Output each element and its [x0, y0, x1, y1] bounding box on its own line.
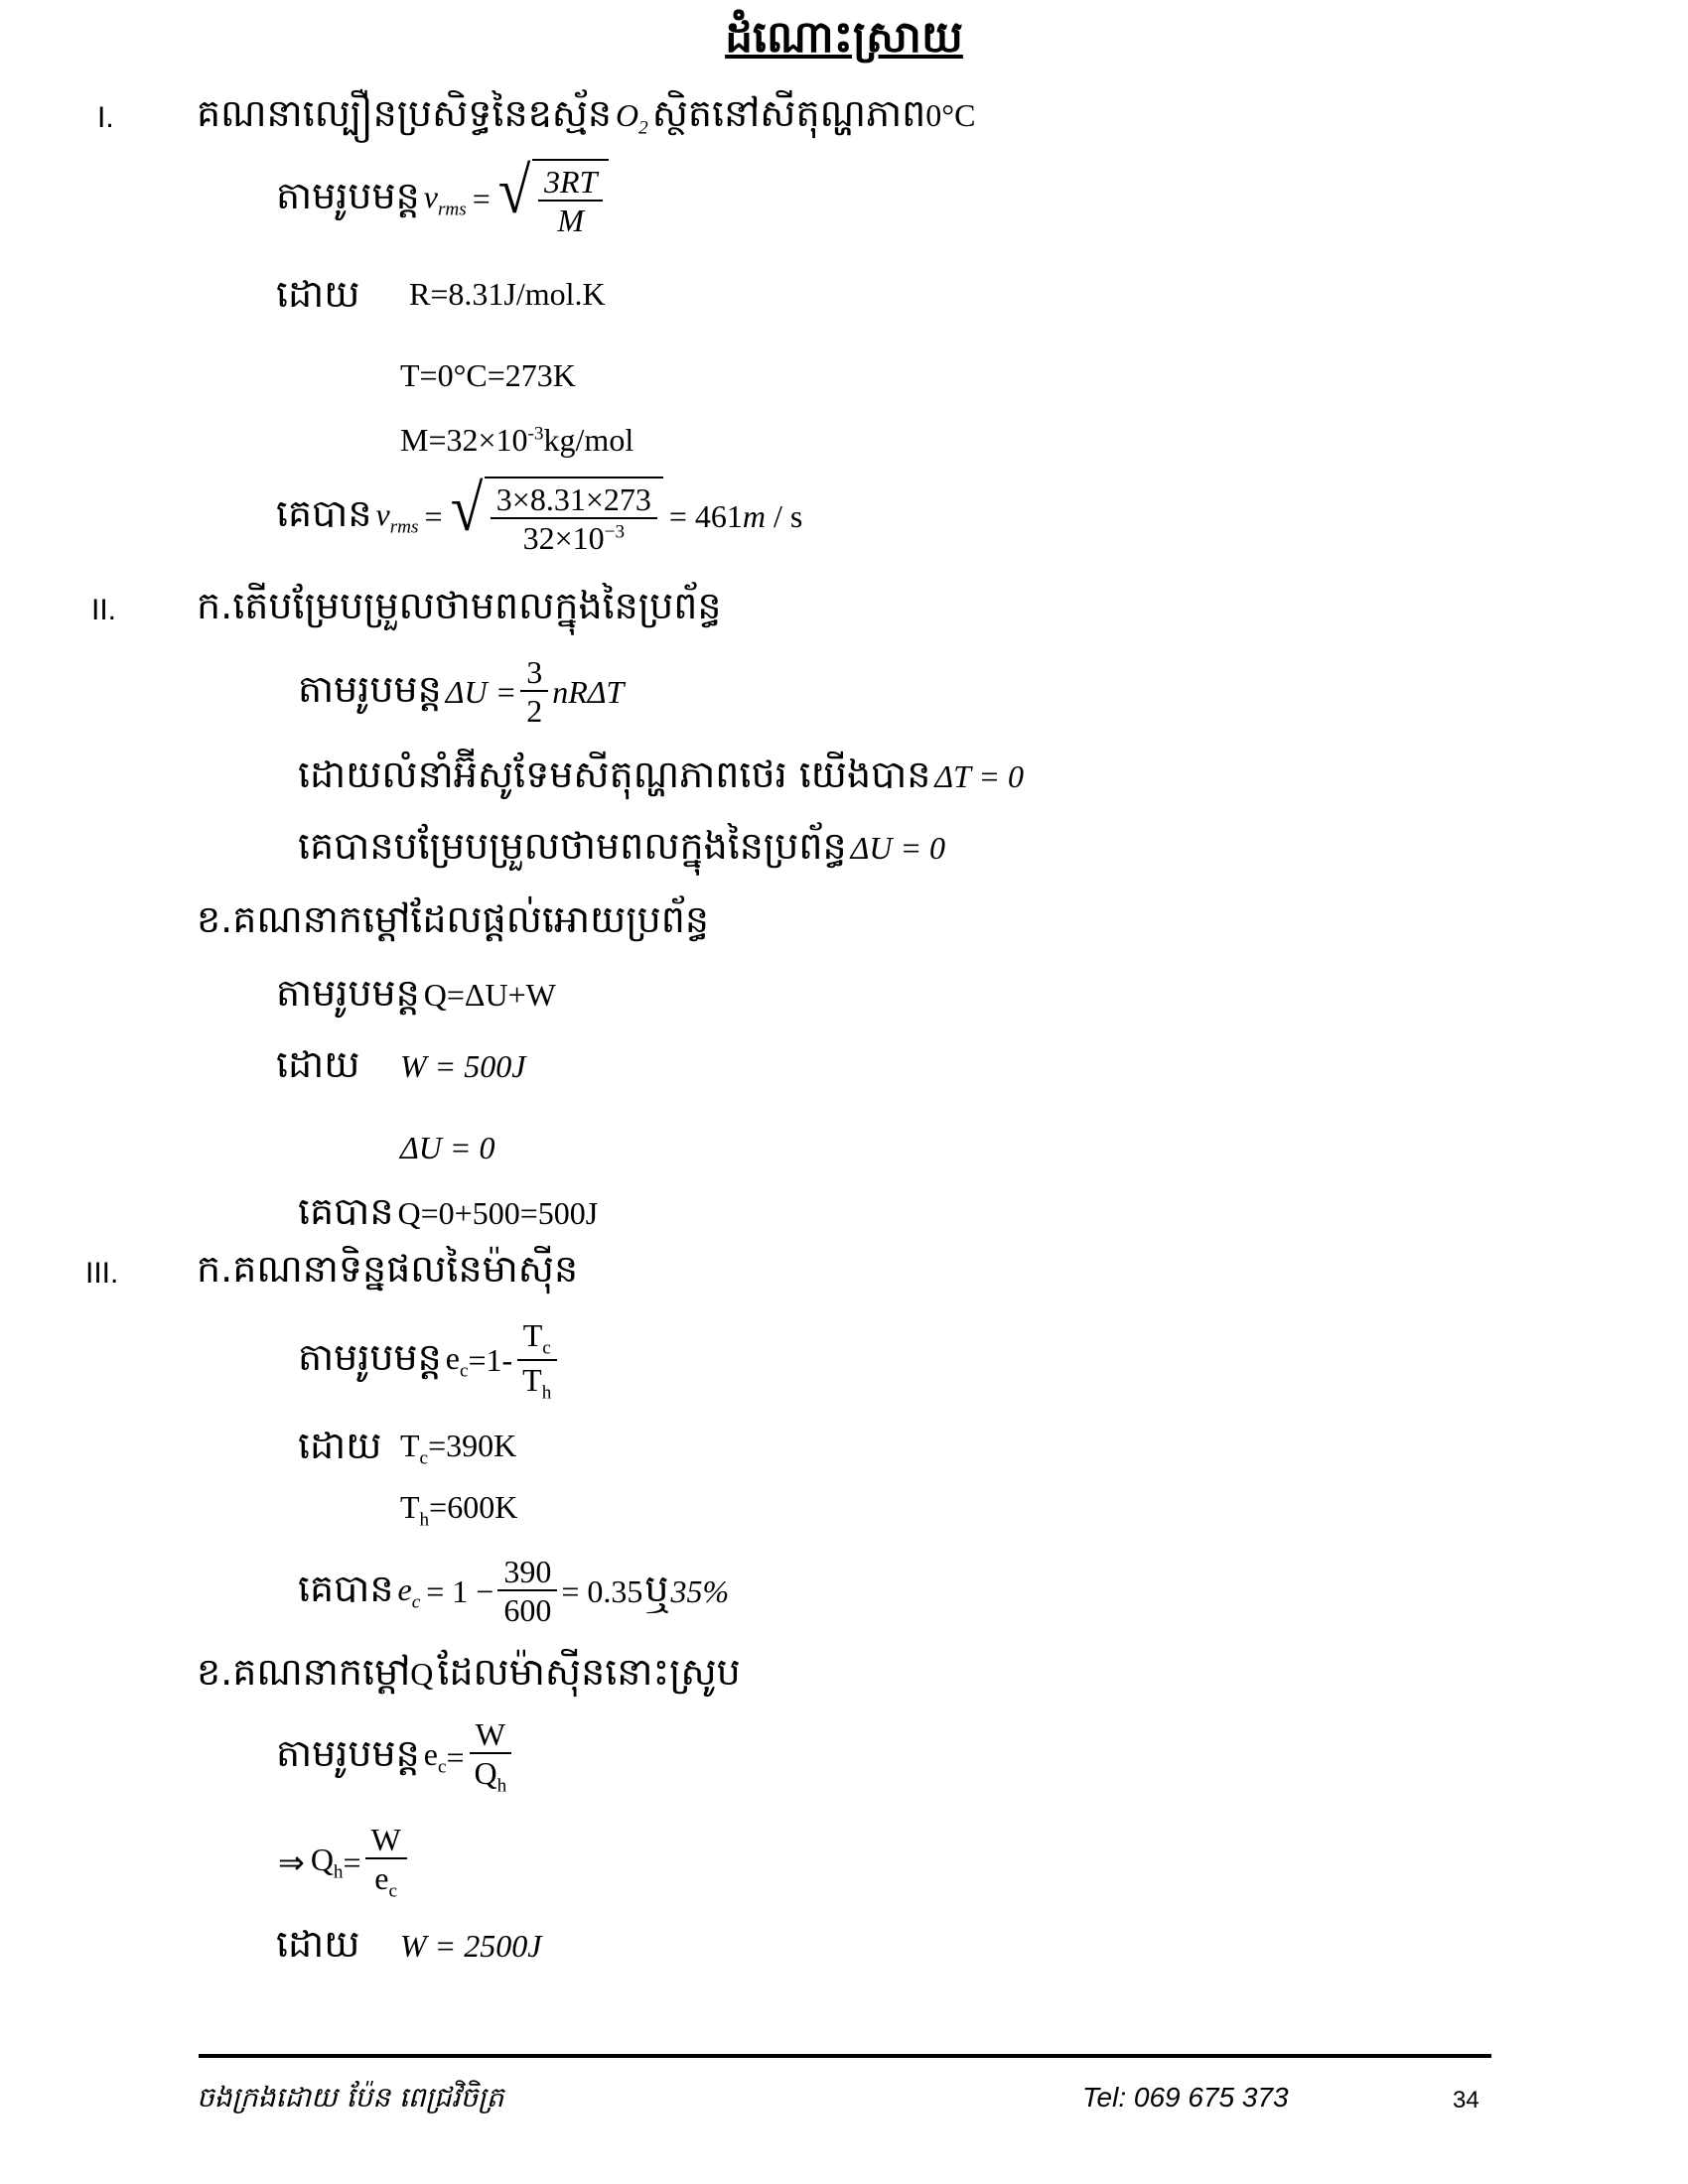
section3a-result — [298, 1555, 729, 1630]
result-math: ΔU = 0 — [850, 830, 946, 866]
section3b-derivation — [278, 1823, 411, 1903]
result-text: គេបានបម្រែបម្រួលថាមពលក្នុងនៃប្រព័ន្ធ — [298, 824, 847, 868]
section3b-given-row — [276, 1920, 542, 1976]
formula-label: តាមរូបមន្ត — [276, 971, 420, 1015]
section2a-heading: ក.តើបម្រែបម្រួលថាមពលក្នុងនៃប្រព័ន្ធ — [197, 584, 722, 627]
section2b-formula — [276, 969, 556, 1024]
section3b-formula — [276, 1717, 516, 1798]
section-number-2: II. — [91, 594, 117, 626]
vrms-symbol: $v_{rms}$ — [423, 178, 467, 219]
fraction — [516, 1318, 557, 1404]
equals-sign: = — [446, 1738, 465, 1775]
result-label: គេបាន — [298, 1566, 394, 1610]
fraction-numerator: W — [470, 1717, 511, 1754]
sqrt-expression — [496, 155, 610, 240]
section3a-given-row — [298, 1422, 517, 1477]
section1-heading-tail: ស្ថិតនៅសីតុណ្ហភាព — [651, 91, 926, 135]
result-percent: 35% — [670, 1573, 730, 1610]
result-value: = 0.35 — [561, 1573, 643, 1610]
given-M: $M=32\times 10^{-3}kg$/mol — [400, 422, 634, 458]
formula-mid: =1- — [468, 1342, 513, 1379]
heading-text: ខ.គណនាកម្តៅ — [197, 1650, 411, 1694]
fraction-denominator: $32\times 10^{-3}$ — [522, 520, 626, 557]
footer-author: ចងក្រងដោយ ប៉ែន ពេជ្រវិចិត្រ — [197, 2081, 504, 2114]
formula-rhs: nRΔT — [552, 674, 625, 711]
formula-label: តាមរូបមន្ត — [276, 173, 420, 217]
section-number-3: III. — [85, 1257, 119, 1290]
fraction-numerator: 3 — [520, 655, 548, 692]
heading-var: Q — [410, 1656, 434, 1692]
fraction — [520, 655, 548, 731]
section2b-given-row — [276, 1040, 526, 1096]
section2b-result — [298, 1187, 598, 1243]
section2b-heading: ខ.គណនាកម្តៅដែលផ្តល់អោយប្រព័ន្ធ — [197, 897, 710, 941]
fraction-denominator: $Q_h$ — [474, 1755, 507, 1797]
result-value: = 461m / s — [668, 498, 803, 535]
given-label: ដោយ — [276, 1042, 360, 1086]
section1-given-row — [276, 270, 606, 326]
fraction — [497, 1555, 557, 1630]
sqrt-icon: √ — [497, 155, 531, 227]
result-expression: Q=0+500=500J — [397, 1195, 599, 1231]
page-title: ដំណោះស្រាយ — [725, 12, 963, 63]
given-Th: $T_h=600K$ — [400, 1489, 518, 1531]
section1-heading — [197, 89, 975, 145]
result-mid: = 1 − — [426, 1573, 494, 1610]
footer-divider — [199, 2054, 1491, 2058]
fraction — [365, 1823, 407, 1903]
result-label: គេបាន — [276, 490, 372, 535]
fraction-numerator: 3×8.31×273 — [491, 482, 657, 519]
vrms-symbol: $v_{rms}$ — [375, 495, 419, 537]
given-label: ដោយ — [298, 1424, 382, 1467]
section3a-heading: ក.គណនាទិន្នផលនៃម៉ាស៊ីន — [197, 1247, 579, 1291]
fraction-numerator: 390 — [497, 1555, 557, 1591]
reason-text: ដោយលំនាំអ៊ីសូទែមសីតុណ្ហភាពថេរ យើងបាន — [298, 752, 931, 796]
section1-heading-text: គណនាល្បឿនប្រសិទ្ធនៃឧស្ម័ន — [197, 91, 613, 135]
or-word: ឬ — [644, 1566, 669, 1610]
given-W: W = 500J — [400, 1048, 526, 1084]
section1-heading-temp: 0°C — [925, 97, 976, 133]
fraction-numerator: W — [365, 1823, 407, 1859]
section1-result — [276, 473, 803, 558]
reason-math: ΔT = 0 — [934, 758, 1024, 794]
implies-icon: ⇒ — [278, 1844, 305, 1881]
given-R: R=8.31J/mol.K — [409, 276, 606, 312]
given-Tc: $T_c=390K$ — [400, 1428, 517, 1469]
fraction-denominator: $e_c$ — [374, 1860, 398, 1902]
equals-sign: = — [424, 498, 443, 535]
formula-label: តាមរូបមន្ត — [298, 1334, 442, 1379]
given-W: W = 2500J — [400, 1928, 542, 1964]
formula-label: តាមរូបមន្ត — [298, 666, 442, 711]
given-T: T=0°C=273K — [400, 357, 576, 393]
page-number: 34 — [1453, 2087, 1479, 2114]
footer-phone: Tel: 069 675 373 — [1082, 2082, 1289, 2113]
result-label: គេបាន — [298, 1189, 394, 1233]
fraction-denominator: M — [557, 203, 585, 239]
given-label: ដោយ — [276, 1922, 360, 1966]
sqrt-expression — [449, 473, 663, 558]
equals-sign: = — [343, 1843, 361, 1880]
fraction-denominator: 600 — [503, 1592, 552, 1629]
given-label: ដោយ — [276, 272, 360, 316]
efficiency-symbol: $e_c$ — [445, 1339, 469, 1382]
equals-sign: = — [472, 181, 491, 217]
section2a-reason — [298, 751, 1024, 806]
heading-tail: ដែលម៉ាស៊ីននោះស្រូប — [437, 1650, 741, 1694]
formula-label: តាមរូបមន្ត — [276, 1731, 420, 1776]
section3a-formula — [298, 1318, 561, 1404]
efficiency-symbol: $e_c$ — [423, 1736, 447, 1778]
sqrt-icon: √ — [450, 473, 483, 545]
formula-expression: Q=ΔU+W — [423, 977, 556, 1013]
fraction-denominator: 2 — [526, 693, 543, 730]
section1-formula — [276, 155, 609, 240]
efficiency-symbol: $e_c$ — [397, 1570, 421, 1612]
heat-symbol: $Q_h$ — [310, 1842, 344, 1883]
section2a-formula — [298, 655, 624, 731]
formula-lhs: ΔU = — [445, 674, 517, 711]
section3b-heading — [197, 1648, 741, 1704]
fraction-numerator: $T_c$ — [517, 1318, 557, 1361]
fraction-numerator: 3RT — [538, 165, 603, 202]
section2a-result — [298, 822, 945, 878]
fraction-denominator: $T_h$ — [522, 1361, 552, 1403]
fraction — [469, 1717, 513, 1798]
given-deltaU: ΔU = 0 — [400, 1130, 495, 1165]
section1-heading-var: $O_2$ — [616, 97, 648, 139]
section-number-1: I. — [97, 101, 114, 134]
